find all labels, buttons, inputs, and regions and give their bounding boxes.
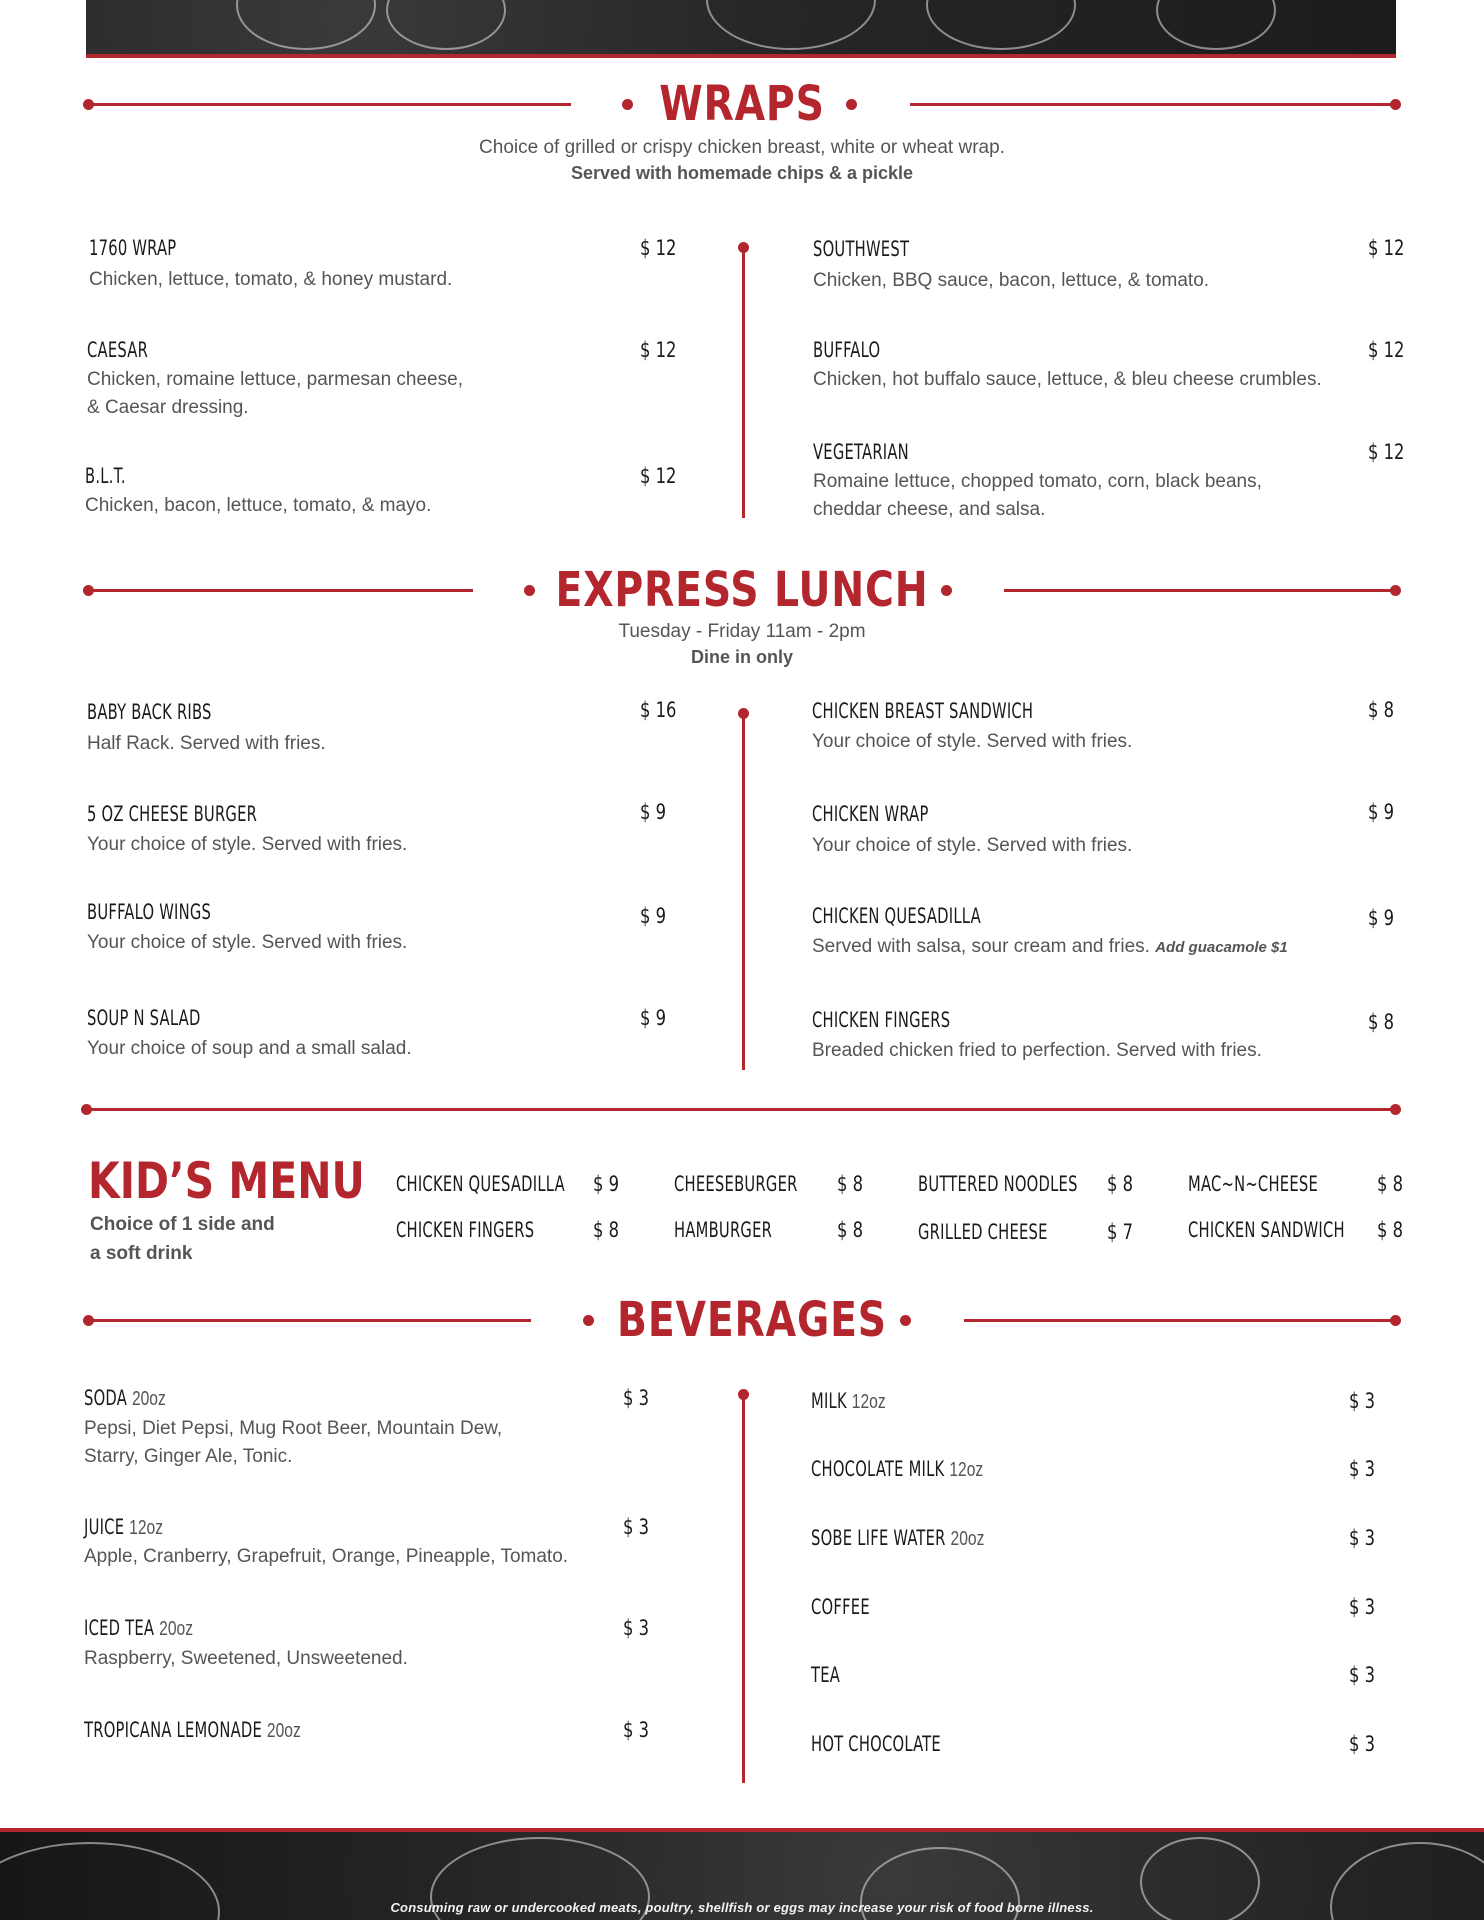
kids-item-name: CHICKEN SANDWICH: [1188, 1218, 1345, 1242]
item-name: B.L.T.: [85, 464, 126, 488]
kids-subtitle-line: Choice of 1 side and: [90, 1214, 275, 1235]
item-name: CHICKEN BREAST SANDWICH: [812, 699, 1034, 723]
express-rule-right: [1004, 589, 1396, 592]
kids-item-price: $ 7: [1107, 1220, 1134, 1244]
item-name: VEGETARIAN: [813, 440, 909, 464]
item-name: CAESAR: [87, 338, 149, 362]
item-price: $ 3: [1349, 1389, 1376, 1413]
item-name: BUFFALO: [813, 338, 881, 362]
beverage-size: 20oz: [950, 1528, 985, 1550]
beverage-name: MILK: [811, 1389, 847, 1413]
item-price: $ 12: [640, 338, 677, 362]
kids-title: KID’S MENU: [88, 1152, 365, 1210]
item-price: $ 3: [1349, 1457, 1376, 1481]
kids-item-price: $ 8: [593, 1218, 620, 1242]
kids-item-name: CHICKEN QUESADILLA: [396, 1172, 565, 1196]
item-name: CHICKEN WRAP: [812, 802, 929, 826]
beverage-size: 20oz: [131, 1388, 166, 1410]
item-price: $ 3: [623, 1515, 650, 1539]
item-desc: Half Rack. Served with fries.: [87, 733, 326, 754]
item-note: Add guacamole $1: [1155, 939, 1288, 956]
beverage-size: 12oz: [949, 1459, 984, 1481]
item-name: [811, 1526, 984, 1551]
item-name: BABY BACK RIBS: [87, 700, 212, 724]
item-desc: & Caesar dressing.: [87, 397, 249, 418]
express-title: EXPRESS LUNCH: [555, 562, 929, 618]
beverage-size: 12oz: [851, 1391, 886, 1413]
express-dot-right: [941, 585, 952, 596]
kids-rule: [86, 1108, 1396, 1111]
beverage-name: ICED TEA: [84, 1616, 155, 1640]
bottom-banner-image: [0, 1828, 1484, 1920]
kids-item-name: CHEESEBURGER: [674, 1172, 798, 1196]
kids-item-price: $ 8: [1107, 1172, 1134, 1196]
wraps-rule-right: [910, 103, 1396, 106]
item-price: $ 12: [1368, 338, 1405, 362]
wraps-subtitle: Choice of grilled or crispy chicken breast, white or wheat wrap.: [479, 137, 1005, 158]
item-desc: cheddar cheese, and salsa.: [813, 499, 1046, 520]
item-desc: Your choice of style. Served with fries.: [812, 731, 1133, 752]
item-desc: Chicken, hot buffalo sauce, lettuce, & bleu cheese crumbles.: [813, 369, 1322, 390]
beverages-dot-right: [900, 1315, 911, 1326]
kids-item-price: $ 8: [837, 1218, 864, 1242]
food-safety-disclaimer: Consuming raw or undercooked meats, poultry, shellfish or eggs may increase your risk of food borne illness.: [390, 1900, 1094, 1915]
beverage-name: JUICE: [84, 1515, 125, 1539]
item-name: HOT CHOCOLATE: [811, 1732, 941, 1756]
item-desc: Your choice of style. Served with fries.: [87, 932, 408, 953]
item-desc: Chicken, romaine lettuce, parmesan cheese,: [87, 369, 463, 390]
item-name: 1760 WRAP: [89, 236, 177, 260]
item-price: $ 16: [640, 698, 677, 722]
item-desc: Starry, Ginger Ale, Tonic.: [84, 1446, 293, 1467]
kids-item-price: $ 8: [1377, 1218, 1404, 1242]
beverage-name: SOBE LIFE WATER: [811, 1526, 946, 1550]
item-name: [84, 1386, 166, 1411]
item-name: [84, 1616, 193, 1641]
kids-item-name: BUTTERED NOODLES: [918, 1172, 1078, 1196]
express-divider: [742, 712, 745, 1070]
item-name: SOUTHWEST: [813, 237, 910, 261]
item-price: $ 3: [623, 1718, 650, 1742]
kids-item-name: MAC~N~CHEESE: [1188, 1172, 1319, 1196]
kids-item-name: HAMBURGER: [674, 1218, 773, 1242]
item-price: $ 9: [640, 1006, 667, 1030]
item-desc: Apple, Cranberry, Grapefruit, Orange, Pineapple, Tomato.: [84, 1546, 569, 1567]
item-name: [84, 1718, 301, 1743]
item-desc: Pepsi, Diet Pepsi, Mug Root Beer, Mountain Dew,: [84, 1418, 503, 1439]
item-name: BUFFALO WINGS: [87, 900, 212, 924]
item-desc: Chicken, bacon, lettuce, tomato, & mayo.: [85, 495, 432, 516]
beverage-size: 12oz: [129, 1517, 164, 1539]
wraps-divider: [742, 246, 745, 518]
top-banner-image: [86, 0, 1396, 58]
item-price: $ 3: [623, 1386, 650, 1410]
item-price: $ 3: [623, 1616, 650, 1640]
item-desc: Breaded chicken fried to perfection. Served with fries.: [812, 1040, 1262, 1061]
item-desc: Romaine lettuce, chopped tomato, corn, black beans,: [813, 471, 1262, 492]
kids-item-price: $ 9: [593, 1172, 620, 1196]
item-price: $ 9: [640, 904, 667, 928]
item-name: CHICKEN QUESADILLA: [812, 904, 981, 928]
wraps-dot-right: [846, 99, 857, 110]
kids-subtitle-line: a soft drink: [90, 1243, 193, 1264]
item-price: $ 12: [640, 236, 677, 260]
item-price: $ 3: [1349, 1732, 1376, 1756]
beverage-size: 20oz: [159, 1618, 193, 1640]
beverage-size: 20oz: [266, 1720, 301, 1742]
beverages-divider: [742, 1393, 745, 1783]
item-price: $ 8: [1368, 1010, 1395, 1034]
item-name: 5 OZ CHEESE BURGER: [87, 802, 258, 826]
beverages-rule-right: [964, 1319, 1396, 1322]
item-desc: Your choice of soup and a small salad.: [87, 1038, 412, 1059]
item-name: COFFEE: [811, 1595, 870, 1619]
item-desc: Your choice of style. Served with fries.: [812, 835, 1133, 856]
item-price: $ 9: [640, 800, 667, 824]
item-name: CHICKEN FINGERS: [812, 1008, 951, 1032]
express-subtitle: Tuesday - Friday 11am - 2pm: [618, 621, 866, 642]
item-price: $ 9: [1368, 800, 1395, 824]
wraps-title: WRAPS: [659, 76, 825, 132]
item-price: $ 12: [640, 464, 677, 488]
item-desc: Raspberry, Sweetened, Unsweetened.: [84, 1648, 408, 1669]
item-desc: Your choice of style. Served with fries.: [87, 834, 408, 855]
item-price: $ 12: [1368, 236, 1405, 260]
wraps-subtitle-bold: Served with homemade chips & a pickle: [570, 163, 914, 183]
item-desc: Chicken, BBQ sauce, bacon, lettuce, & tomato.: [813, 270, 1210, 291]
kids-item-price: $ 8: [1377, 1172, 1404, 1196]
item-desc: [812, 933, 1288, 962]
beverages-title: BEVERAGES: [617, 1292, 887, 1348]
item-name: [811, 1457, 983, 1482]
item-price: $ 9: [1368, 906, 1395, 930]
item-price: $ 8: [1368, 698, 1395, 722]
kids-item-price: $ 8: [837, 1172, 864, 1196]
item-price: $ 3: [1349, 1595, 1376, 1619]
kids-subtitle: [90, 1210, 275, 1268]
item-name: [811, 1389, 886, 1414]
kids-item-name: GRILLED CHEESE: [918, 1220, 1048, 1244]
item-price: $ 12: [1368, 440, 1405, 464]
item-desc-text: Served with salsa, sour cream and fries.: [812, 936, 1150, 957]
kids-item-name: CHICKEN FINGERS: [396, 1218, 535, 1242]
item-name: [84, 1515, 163, 1540]
beverage-name: TROPICANA LEMONADE: [84, 1718, 263, 1742]
express-subtitle-bold: Dine in only: [690, 647, 793, 667]
item-price: $ 3: [1349, 1526, 1376, 1550]
beverage-name: CHOCOLATE MILK: [811, 1457, 945, 1481]
beverage-name: SODA: [84, 1386, 128, 1410]
item-price: $ 3: [1349, 1663, 1376, 1687]
item-name: SOUP N SALAD: [87, 1006, 201, 1030]
item-name: TEA: [811, 1663, 841, 1687]
item-desc: Chicken, lettuce, tomato, & honey mustard.: [89, 269, 453, 290]
